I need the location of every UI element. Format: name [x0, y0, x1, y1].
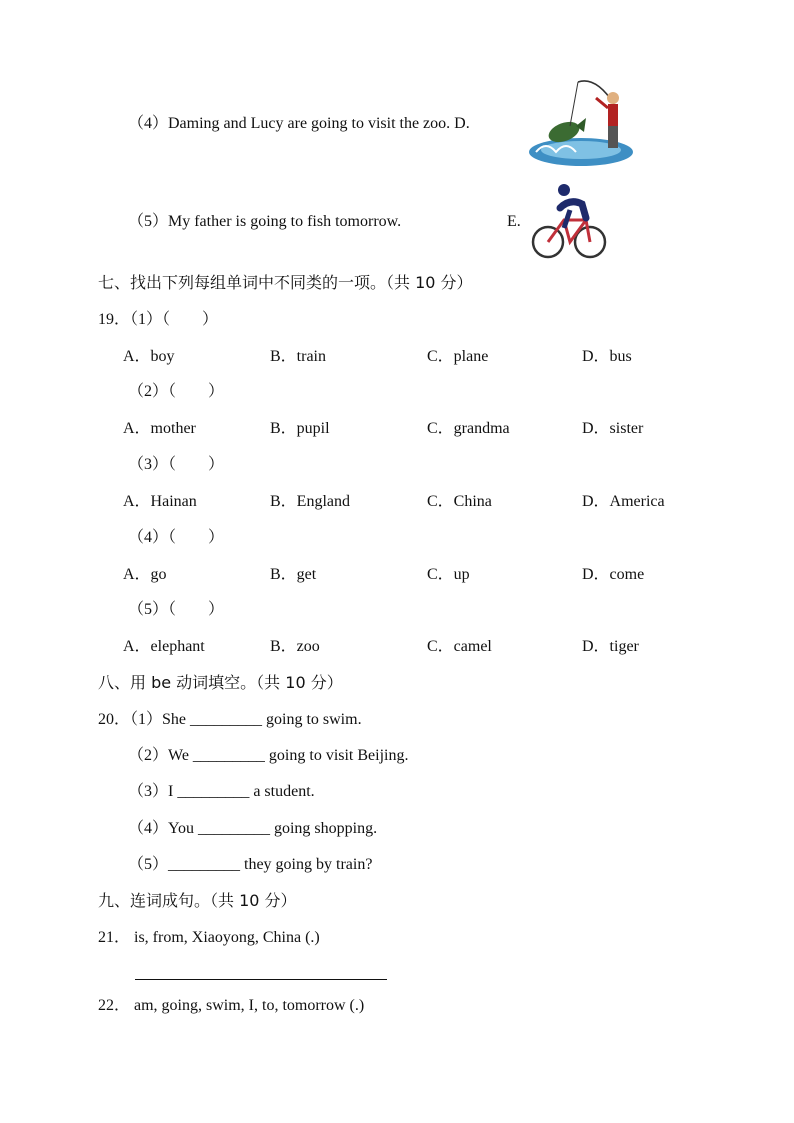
group3-option-c: C．China [427, 493, 492, 510]
group5-option-a: A．elephant [123, 638, 205, 655]
group4-option-a: A．go [123, 566, 167, 583]
group1-option-b: B．train [270, 348, 326, 365]
section7-heading: 七、找出下列每组单词中不同类的一项。（共 10 分） [98, 273, 473, 292]
fishing-man-icon [526, 74, 644, 170]
question-20-item-2: （2）We _________ going to visit Beijing. [128, 747, 409, 764]
question-20-item-3: （3）I _________ a student. [128, 783, 315, 800]
sub-question-5-label: （5）（ ） [128, 601, 225, 618]
match-item-4: （4）Daming and Lucy are going to visit the zoo. D. [128, 115, 470, 132]
cyclist-icon [530, 180, 610, 262]
sub-question-3-label: （3）（ ） [128, 456, 225, 473]
answer-line-21[interactable] [135, 979, 387, 980]
question-19-label: 19．（1）（ ） [98, 311, 219, 328]
group1-option-c: C．plane [427, 348, 489, 365]
question-20-item-5: （5）_________ they going by train? [128, 856, 373, 873]
match-letter-e: E. [507, 213, 521, 230]
group1-option-a: A．boy [123, 348, 175, 365]
sub-question-2-label: （2）（ ） [128, 383, 225, 400]
group5-option-d: D．tiger [582, 638, 639, 655]
sub-question-4-label: （4）（ ） [128, 529, 225, 546]
question-20-item-4: （4）You _________ going shopping. [128, 820, 378, 837]
group5-option-c: C．camel [427, 638, 492, 655]
group4-option-d: D．come [582, 566, 645, 583]
group2-option-b: B．pupil [270, 420, 330, 437]
section9-heading: 九、连词成句。（共 10 分） [98, 891, 297, 910]
question-22: 22． am, going, swim, I, to, tomorrow (.) [98, 997, 365, 1014]
group5-option-b: B．zoo [270, 638, 320, 655]
group4-option-c: C．up [427, 566, 470, 583]
group4-option-b: B．get [270, 566, 317, 583]
group1-option-d: D．bus [582, 348, 632, 365]
group3-option-a: A．Hainan [123, 493, 197, 510]
section8-heading: 八、用 be 动词填空。（共 10 分） [98, 673, 343, 692]
group3-option-b: B．England [270, 493, 350, 510]
question-21: 21． is, from, Xiaoyong, China (.) [98, 929, 320, 946]
group2-option-c: C．grandma [427, 420, 510, 437]
group2-option-a: A．mother [123, 420, 196, 437]
match-item-5: （5）My father is going to fish tomorrow. [128, 213, 402, 230]
group3-option-d: D．America [582, 493, 665, 510]
question-20-item-1: 20．（1）She _________ going to swim. [98, 711, 362, 728]
group2-option-d: D．sister [582, 420, 644, 437]
